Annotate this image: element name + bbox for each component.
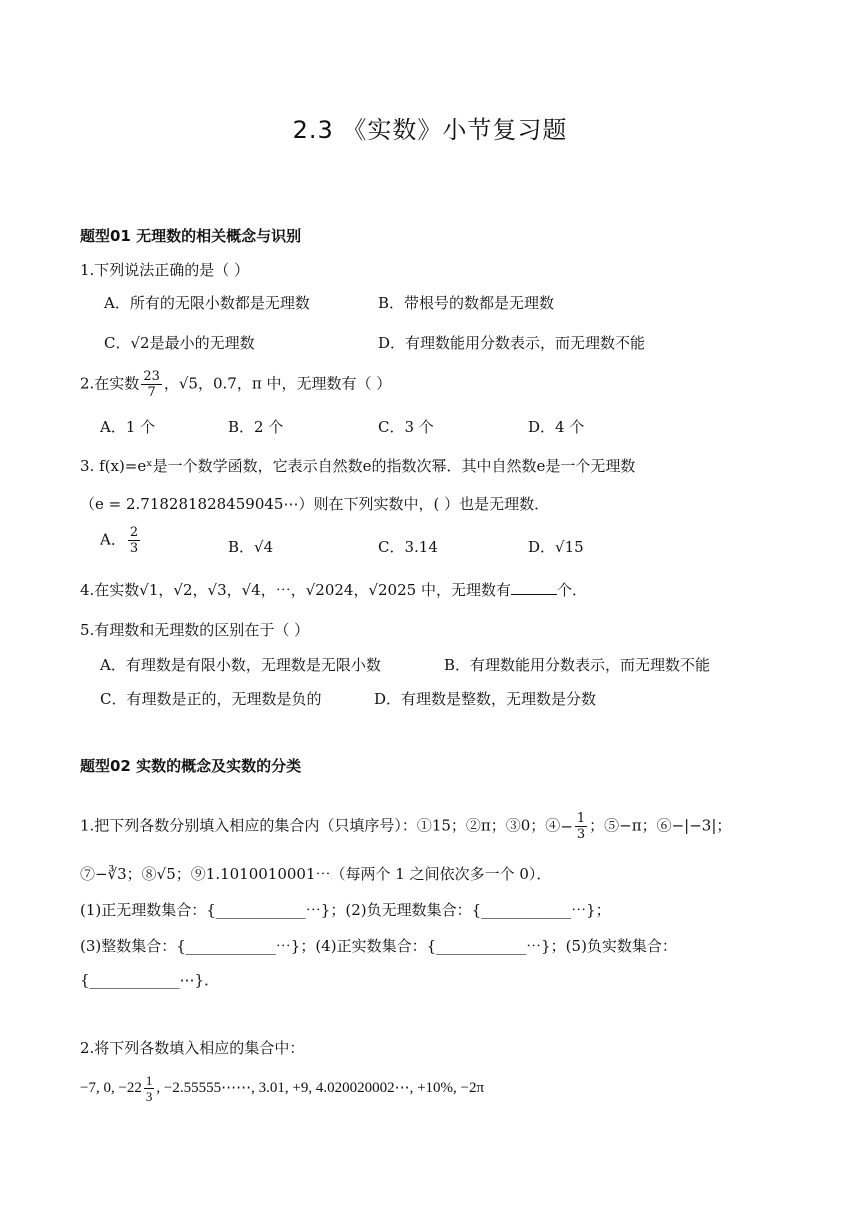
fraction-numerator: 1 <box>145 1073 153 1088</box>
number-list-a: −7, 0, −22 <box>80 1079 142 1096</box>
fraction <box>575 812 587 841</box>
page-title: 2.3 《实数》小节复习题 <box>292 116 568 144</box>
question-1-4 <box>80 580 587 600</box>
fraction-denominator: 3 <box>145 1089 153 1104</box>
q1-3-option-d: D．√15 <box>528 538 584 556</box>
question-2-2: 2.将下列各数填入相应的集合中： <box>80 1039 305 1057</box>
question-1-2 <box>80 370 391 399</box>
q1-5-option-d: D．有理数是整数，无理数是分数 <box>374 690 597 708</box>
q1-1-option-d: D．有理数能用分数表示，而无理数不能 <box>378 334 646 352</box>
fraction-denominator: 7 <box>147 385 156 400</box>
q1-5-option-b: B．有理数能用分数表示，而无理数不能 <box>444 656 711 674</box>
fraction-denominator: 3 <box>129 541 139 556</box>
question-2-1-line-5: {____________⋯}． <box>80 971 220 989</box>
q1-1-option-c: C．√2是最小的无理数 <box>104 334 255 352</box>
section-header-1: 题型01 无理数的相关概念与识别 <box>80 227 302 245</box>
answer-blank[interactable] <box>511 580 557 595</box>
minus-sign: − <box>560 817 573 836</box>
q1-2-rest: ，√5，0.7，π 中，无理数有（ ） <box>163 374 392 393</box>
number-list-b: , −2.55555⋯⋯, 3.01, +9, 4.020020002⋯, +10%, −2π <box>156 1079 485 1096</box>
section-header-2: 题型02 实数的概念及实数的分类 <box>80 757 302 775</box>
q1-5-option-c: C．有理数是正的，无理数是负的 <box>100 690 322 708</box>
q1-3-option-a <box>100 526 142 555</box>
q1-2-option-a: A．1 个 <box>100 418 156 436</box>
q1-2-option-c: C．3 个 <box>378 418 434 436</box>
question-1-3-line-2: （e = 2.718281828459045⋯）则在下列实数中，( ）也是无理数． <box>80 495 550 513</box>
q2-1-line-1-b: ；⑤−π；⑥−|−3|； <box>589 816 732 835</box>
question-1-3-line-1: 3. f(x)=eˣ是一个数学函数，它表示自然数e的指数次幂．其中自然数e是一个无理数 <box>80 457 636 475</box>
q1-4-suffix: 个． <box>556 581 587 599</box>
question-1-1: 1.下列说法正确的是（ ） <box>80 261 250 279</box>
q1-3-option-b: B．√4 <box>228 538 274 556</box>
q1-3-option-a-prefix: A． <box>100 530 126 549</box>
question-2-1-line-3: (1)正无理数集合：{____________⋯}；(2)负无理数集合：{____________⋯}； <box>80 901 611 919</box>
fraction <box>128 526 140 555</box>
fraction <box>141 370 162 399</box>
q1-3-option-c: C．3.14 <box>378 538 438 556</box>
fraction-denominator: 3 <box>576 827 586 842</box>
fraction <box>144 1074 155 1103</box>
question-1-5: 5.有理数和无理数的区别在于（ ） <box>80 621 310 639</box>
fraction-numerator: 23 <box>143 369 160 384</box>
fraction-numerator: 2 <box>129 525 139 540</box>
question-2-1-line-1 <box>80 812 731 841</box>
question-2-1-line-4: (3)整数集合：{____________⋯}；(4)正实数集合：{____________⋯}；(5)负实数集合： <box>80 937 677 955</box>
q1-2-option-b: B．2 个 <box>228 418 284 436</box>
q1-2-option-d: D．4 个 <box>528 418 585 436</box>
fraction-numerator: 1 <box>576 811 586 826</box>
question-2-1-line-2: ⑦−∛3；⑧√5；⑨1.1010010001⋯（每两个 1 之间依次多一个 0）． <box>80 865 552 883</box>
q1-5-option-a: A．有理数是有限小数，无理数是无限小数 <box>100 656 381 674</box>
q2-1-line-1-a: 1.把下列各数分别填入相应的集合内（只填序号）：①15；②π；③0；④ <box>80 816 561 835</box>
q1-1-option-b: B．带根号的数都是无理数 <box>378 294 555 312</box>
number-list <box>80 1074 484 1103</box>
q1-1-option-a: A．所有的无限小数都是无理数 <box>104 294 310 312</box>
q1-2-prefix: 2.在实数 <box>80 374 140 393</box>
q1-4-text: 4.在实数√1，√2，√3，√4，⋯，√2024，√2025 中，无理数有 <box>80 581 511 599</box>
